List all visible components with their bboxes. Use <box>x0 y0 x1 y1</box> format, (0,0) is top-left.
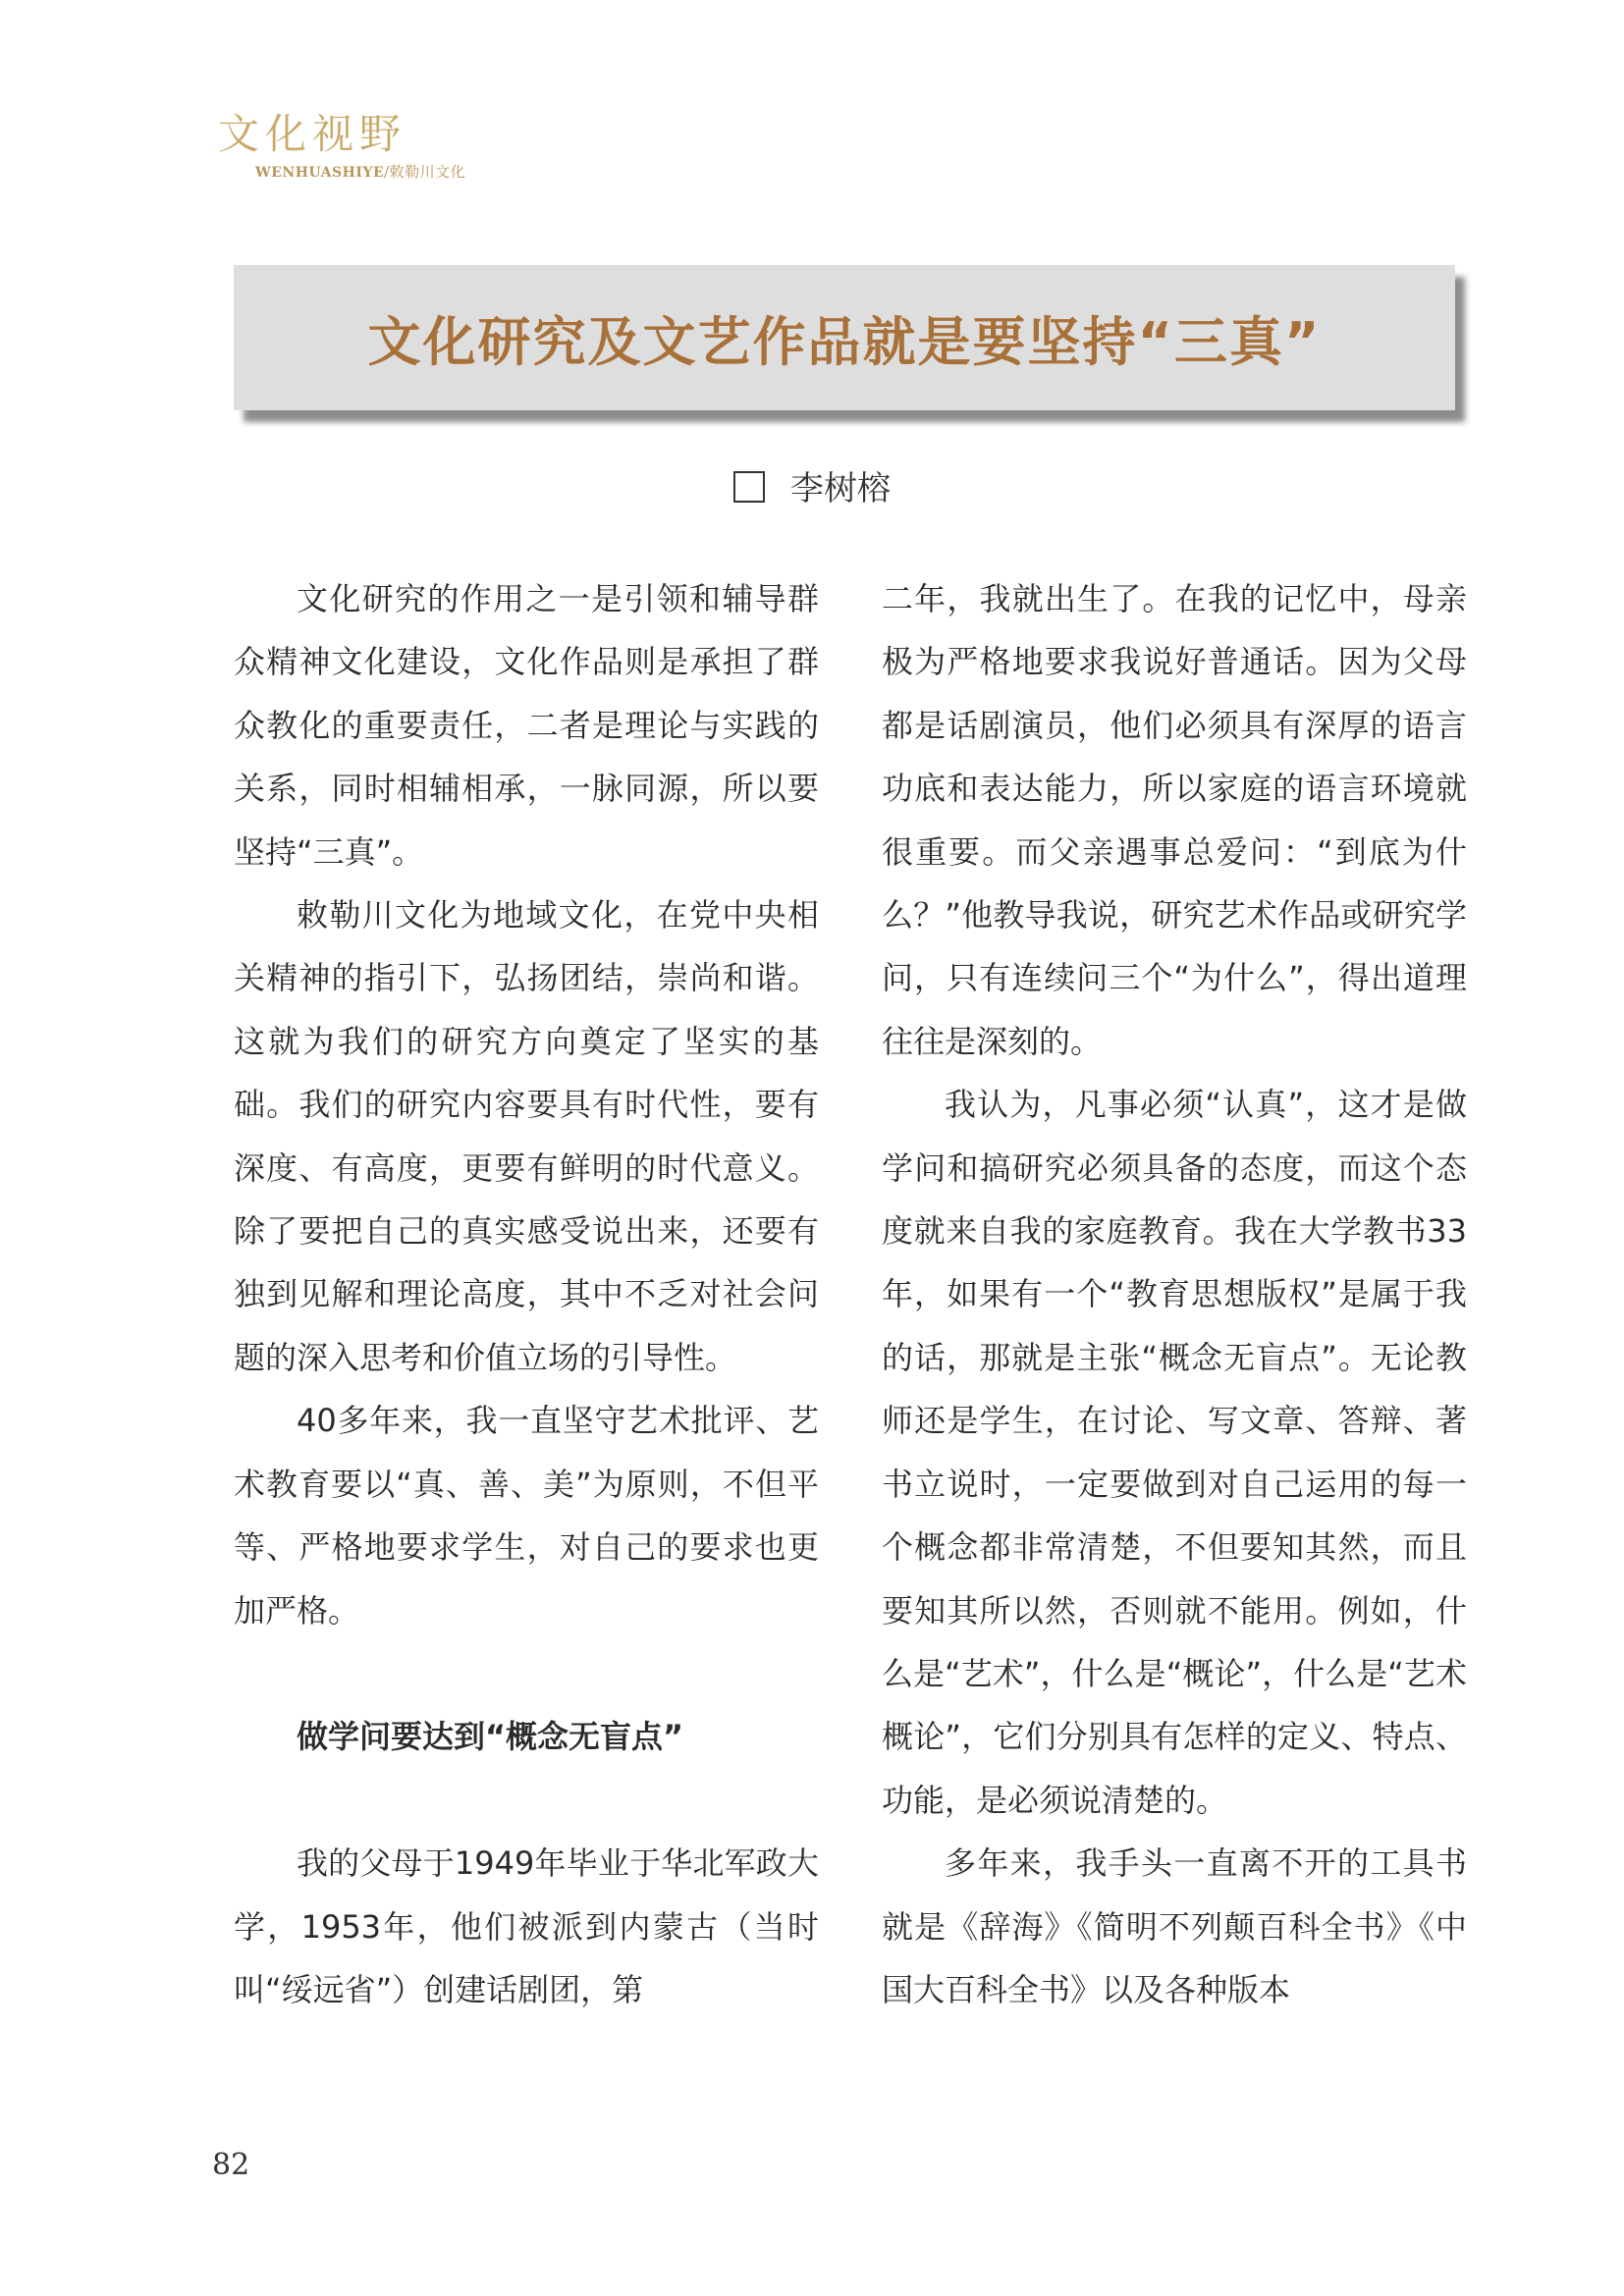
left-column <box>234 567 819 2021</box>
paragraph: 文化研究的作用之一是引领和辅导群众精神文化建设，文化作品则是承担了群众教化的重要责任，二者是理论与实践的关系，同时相辅相承，一脉同源，所以要坚持“三真”。 <box>234 580 819 871</box>
section-subtitle-cn: /敕勒川文化 <box>384 163 466 181</box>
subheading: 做学问要达到“概念无盲点” <box>297 1718 684 1756</box>
author-name: 李树榕 <box>790 469 891 508</box>
byline <box>0 461 1624 509</box>
section-subtitle <box>255 161 465 182</box>
square-bullet-icon <box>733 471 765 503</box>
article-title-box <box>234 265 1455 410</box>
section-header <box>218 110 465 182</box>
section-subtitle-en: WENHUASHIYE <box>255 165 385 181</box>
paragraph: 我的父母于1949年毕业于华北军政大学，1953年，他们被派到内蒙古（当时叫“绥远省”）创建话剧团，第 <box>234 1844 819 2008</box>
section-title: 文化视野 <box>218 110 407 158</box>
paragraph: 40多年来，我一直坚守艺术批评、艺术教育要以“真、善、美”为原则，不但平等、严格地要求学生，对自己的要求也更加严格。 <box>234 1402 819 1629</box>
paragraph: 我认为，凡事必须“认真”，这才是做学问和搞研究必须具备的态度，而这个态度就来自我的家庭教育。我在大学教书33年，如果有一个“教育思想版权”是属于我的话，那就是主张“概念无盲点”。无论教师还是学生，在讨论、写文章、答辩、著书立说时，一定要做到对自己运用的每一个概念都非常清楚，不但要知其然，而且要知其所以然，否则就不能用。例如，什么是“艺术”，什么是“概论”，什么是“艺术概论”，它们分别具有怎样的定义、特点、功能，是必须说清楚的。 <box>882 1086 1467 1819</box>
paragraph: 多年来，我手头一直离不开的工具书就是《辞海》《简明不列颠百科全书》《中国大百科全书》以及各种版本 <box>882 1844 1467 2008</box>
paragraph: 敕勒川文化为地域文化，在党中央相关精神的指引下，弘扬团结，崇尚和谐。这就为我们的研究方向奠定了坚实的基础。我们的研究内容要具有时代性，要有深度、有高度，更要有鲜明的时代意义。除了要把自己的真实感受说出来，还要有独到见解和理论高度，其中不乏对社会问题的深入思考和价值立场的引导性。 <box>234 896 819 1376</box>
paragraph: 二年，我就出生了。在我的记忆中，母亲极为严格地要求我说好普通话。因为父母都是话剧演员，他们必须具有深厚的语言功底和表达能力，所以家庭的语言环境就很重要。而父亲遇事总爱问：“到底为什么？”他教导我说，研究艺术作品或研究学问，只有连续问三个“为什么”，得出道理往往是深刻的。 <box>882 580 1467 1060</box>
page-number: 82 <box>212 2148 250 2182</box>
right-column <box>882 567 1467 2021</box>
article-title: 文化研究及文艺作品就是要坚持“三真” <box>367 310 1322 373</box>
